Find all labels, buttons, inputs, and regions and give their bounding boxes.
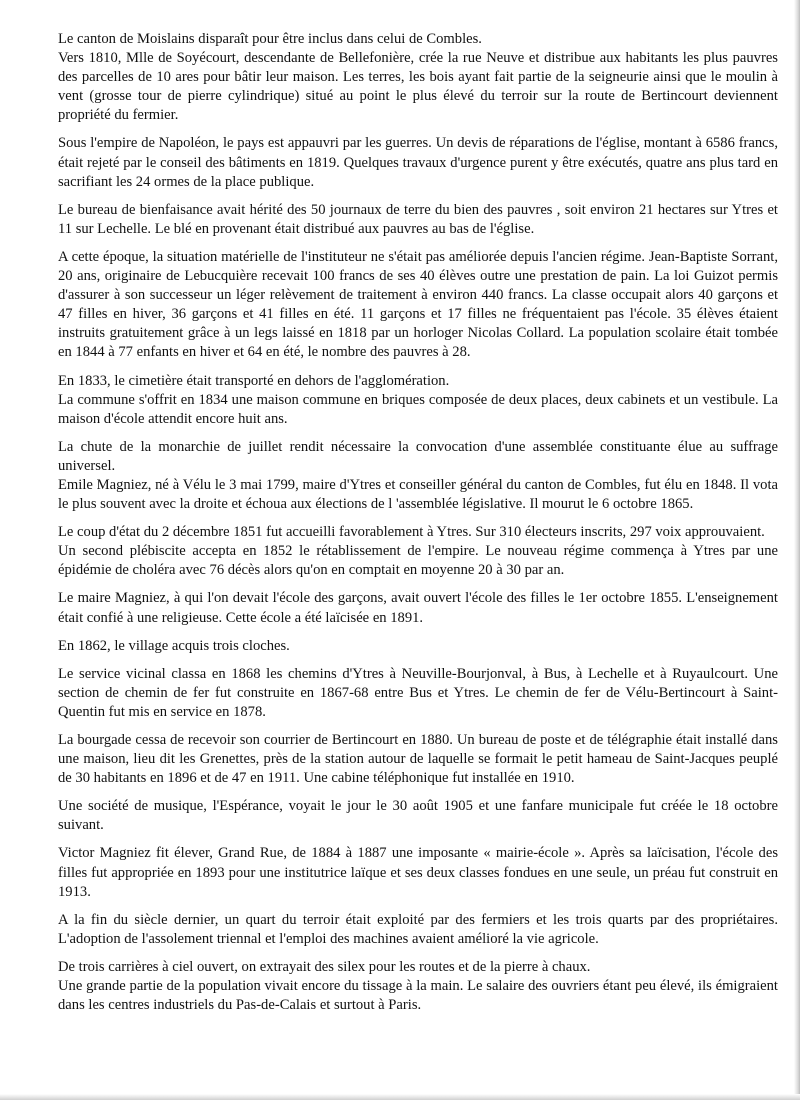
- paragraph-canton: [58, 30, 778, 125]
- text-line: Sous l'empire de Napoléon, le pays est appauvri par les guerres. Un devis de réparations de l'église, montant à 6586 francs, était rejeté par le conseil des bâtiments en 1819. Quelques travaux d'urgence purent y être exécutés, quatre ans plus tard en sacrifiant les 24 ormes de la place publique.: [58, 135, 778, 190]
- text-line: Emile Magniez, né à Vélu le 3 mai 1799, maire d'Ytres et conseiller général du canton de Combles, fut élu en 1848. Il vota le plus souvent avec la droite et échoua aux élections de l 'assemblée législative. Il mourut le 6 octobre 1865.: [58, 476, 778, 513]
- paragraph-mairie-ecole: [58, 844, 778, 901]
- paragraph-napoleon: [58, 134, 778, 191]
- text-line: A cette époque, la situation matérielle de l'instituteur ne s'était pas améliorée depuis l'ancien régime. Jean-Baptiste Sorrant, 20 ans, originaire de Lebucquière recevait 100 francs de ses 40 élèves outre une prestation de pain. La loi Guizot permis d'assurer à son successeur un léger relèvement de traitement à environ 440 francs. La classe occupait alors 40 garçons et 47 filles en hiver, 36 garçons et 41 filles en été. 11 garçons et 17 filles ne fréquentaient pas l'école. 35 élèves étaient instruits gratuitement grâce à un legs laissé en 1818 par un horloger Nicolas Collard. La population scolaire était tombée en 1844 à 77 enfants en hiver et 64 en été, le nombre des pauvres à 28.: [58, 248, 778, 361]
- paragraph-coup-etat: [58, 523, 778, 580]
- scan-edge-shadow-bottom: [0, 1094, 800, 1100]
- text-line: De trois carrières à ciel ouvert, on extrayait des silex pour les routes et de la pierre à chaux.: [58, 958, 591, 975]
- text-line: En 1833, le cimetière était transporté en dehors de l'agglomération.: [58, 372, 450, 389]
- text-line: La chute de la monarchie de juillet rendit nécessaire la convocation d'une assemblée constituante élue au suffrage universel.: [58, 438, 778, 474]
- text-line: Le coup d'état du 2 décembre 1851 fut accueilli favorablement à Ytres. Sur 310 électeurs inscrits, 297 voix approuvaient.: [58, 524, 765, 541]
- paragraph-carrieres: [58, 958, 778, 1015]
- paragraph-musique: [58, 797, 778, 835]
- text-line: Vers 1810, Mlle de Soyécourt, descendante de Bellefonière, crée la rue Neuve et distribue aux habitants les plus pauvres des parcelles de 10 ares pour bâtir leur maison. Les terres, les bois ayant fait partie de la seigneurie ainsi que le moulin à vent (grosse tour de pierre cylindrique) situé au point le plus élevé du terroir sur la route de Bertincourt deviennent propriété du fermier.: [58, 50, 778, 124]
- paragraph-ecole-filles: [58, 589, 778, 627]
- paragraph-cloches: [58, 637, 778, 656]
- text-line: Un second plébiscite accepta en 1852 le rétablissement de l'empire. Le nouveau régime commença à Ytres par une épidémie de choléra avec 76 décès alors qu'on en comptait en moyenne 20 à 30 par an.: [58, 543, 778, 579]
- paragraph-poste: [58, 731, 778, 788]
- paragraph-cimetiere: [58, 372, 778, 429]
- text-line: En 1862, le village acquis trois cloches.: [58, 637, 290, 654]
- text-line: La commune s'offrit en 1834 une maison commune en briques composée de deux places, deux cabinets et un vestibule. La maison d'école attendit encore huit ans.: [58, 391, 778, 427]
- paragraph-bienfaisance: [58, 201, 778, 239]
- text-line: Le bureau de bienfaisance avait hérité des 50 journaux de terre du bien des pauvres , soit environ 21 hectares sur Ytres et 11 sur Lechelle. Le blé en provenant était distribué aux pauvres au bas de l'église.: [58, 201, 778, 237]
- scan-edge-shadow-right: [794, 0, 800, 1100]
- paragraph-instituteur: [58, 248, 778, 363]
- text-line: Une société de musique, l'Espérance, voyait le jour le 30 août 1905 et une fanfare municipale fut créée le 18 octobre suivant.: [58, 798, 778, 834]
- text-line: Le canton de Moislains disparaît pour être inclus dans celui de Combles.: [58, 31, 482, 47]
- paragraph-terroir: [58, 911, 778, 949]
- text-line: La bourgade cessa de recevoir son courrier de Bertincourt en 1880. Un bureau de poste et de télégraphie était installé dans une maison, lieu dit les Grenettes, près de la station autour de laquelle se formait le petit hameau de Saint-Jacques peuplé de 30 habitants en 1896 et de 47 en 1911. Une cabine téléphonique fut installée en 1910.: [58, 732, 778, 787]
- text-line: Le maire Magniez, à qui l'on devait l'école des garçons, avait ouvert l'école des filles le 1er octobre 1855. L'enseignement était confié à une religieuse. Cette école a été laïcisée en 1891.: [58, 590, 778, 626]
- text-line: Une grande partie de la population vivait encore du tissage à la main. Le salaire des ouvriers étant peu élevé, ils émigraient dans les centres industriels du Pas-de-Calais et surtout à Paris.: [58, 978, 778, 1014]
- text-line: A la fin du siècle dernier, un quart du terroir était exploité par des fermiers et les trois quarts par des propriétaires. L'adoption de l'assolement triennal et l'emploi des machines avaient amélioré la vie agricole.: [58, 911, 778, 947]
- text-line: Victor Magniez fit élever, Grand Rue, de 1884 à 1887 une imposante « mairie-école ». Après sa laïcisation, l'école des filles fut appropriée en 1893 pour une institutrice laïque et ses deux classes fondues en une seule, un préau fut construit en 1913.: [58, 845, 778, 900]
- text-line: Le service vicinal classa en 1868 les chemins d'Ytres à Neuville-Bourjonval, à Bus, à Lechelle et à Ruyaulcourt. Une section de chemin de fer fut construite en 1867-68 entre Bus et Ytres. Le chemin de fer de Vélu-Bertincourt à Saint-Quentin fut mis en service en 1878.: [58, 665, 778, 720]
- paragraph-monarchie: [58, 438, 778, 514]
- paragraph-chemins: [58, 665, 778, 722]
